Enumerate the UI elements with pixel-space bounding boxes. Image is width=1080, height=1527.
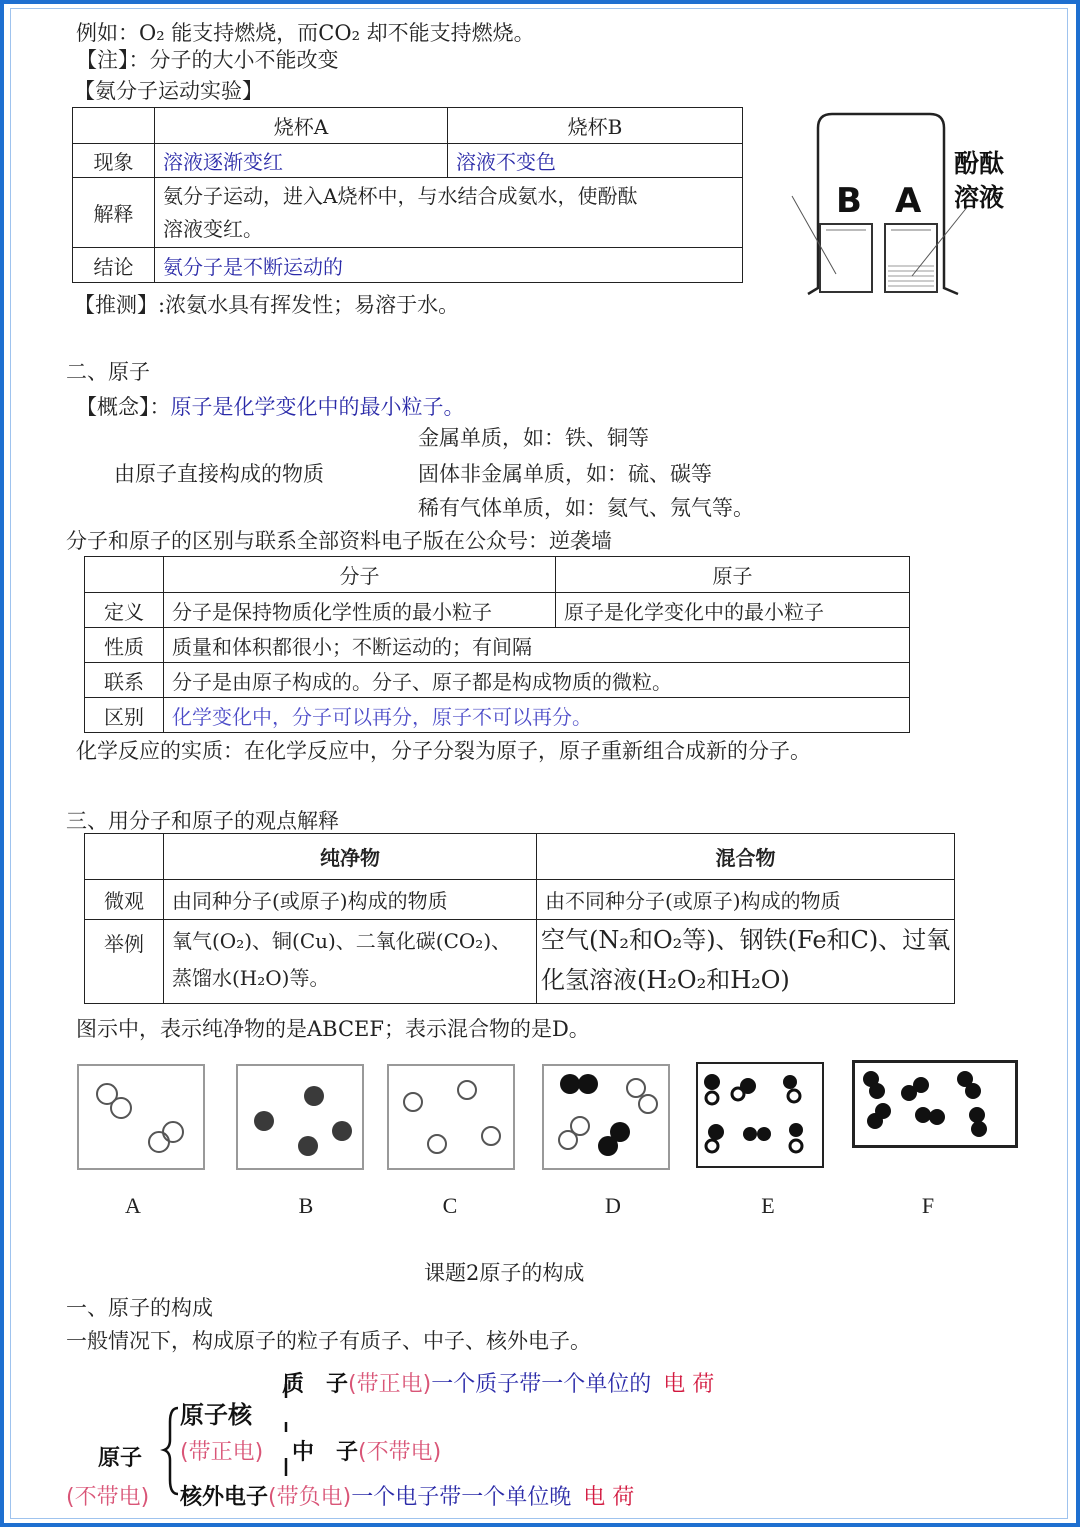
direct-item-metal: 金属单质，如：铁、铜等: [418, 426, 649, 450]
concept-text: 原子是化学变化中的最小粒子。: [170, 395, 465, 419]
panel-label-a: A: [125, 1193, 141, 1218]
beaker-label-b: B: [836, 181, 862, 221]
electron-charge: (带负电): [268, 1485, 352, 1510]
beaker-b-shape: [820, 224, 872, 292]
electron-desc: 一个电子带一个单位晚: [351, 1485, 572, 1510]
conclusion-text: 氨分子是不断运动的: [155, 248, 743, 283]
atom-charge: [66, 1485, 149, 1511]
row-label-phenomenon: 现象: [73, 144, 155, 178]
experiment-table: [72, 107, 743, 283]
compare-property: 质量和体积都很小；不断运动的；有间隔: [164, 628, 910, 663]
panel-b: [236, 1064, 364, 1170]
atom-charge-text: (不带电): [66, 1485, 150, 1510]
neutron-line: [292, 1440, 441, 1466]
reaction-essence: 化学反应的实质：在化学反应中，分子分裂为原子，原子重新组合成新的分子。: [76, 739, 811, 763]
inference-line: 【推测】:浓氨水具有挥发性；易溶于水。: [74, 293, 460, 317]
panel-e: [696, 1062, 824, 1168]
molecule-atom-table: [84, 556, 910, 733]
panel-d-particles: [544, 1066, 668, 1168]
figure-caption: 图示中，表示纯净物的是ABCEF；表示混合物的是D。: [76, 1017, 590, 1041]
atom-label: 原子: [98, 1446, 143, 1471]
compare-header-atom: 原子: [556, 557, 910, 593]
compare-label-difference: 区别: [85, 698, 164, 733]
proton-desc: 一个质子带一个单位的: [431, 1372, 652, 1397]
panel-f: [852, 1060, 1018, 1148]
pm-label-example: 举例: [85, 920, 164, 1004]
explain-line-2: 溶液变红。: [163, 216, 263, 241]
pointer-line-b: [792, 196, 836, 274]
pm-example-pure-cell: [164, 920, 537, 1004]
panel-c: [387, 1064, 515, 1170]
compare-label-definition: 定义: [85, 593, 164, 628]
neutron-name: 中 子: [292, 1440, 359, 1465]
bell-jar: [808, 114, 958, 294]
proton-line: [282, 1372, 714, 1398]
panel-label-d: D: [605, 1193, 621, 1218]
pm-header-pure: 纯净物: [164, 834, 537, 880]
neutron-charge: (不带电): [358, 1440, 442, 1465]
panel-label-c: C: [442, 1193, 458, 1218]
panel-d: [542, 1064, 670, 1170]
row-label-conclusion: 结论: [73, 248, 155, 283]
nucleus-label: 原子核: [180, 1401, 252, 1429]
structure-intro: 一般情况下，构成原子的粒子有质子、中子、核外电子。: [66, 1329, 591, 1353]
compare-header-molecule: 分子: [164, 557, 556, 593]
outer-brace: [164, 1408, 178, 1494]
compare-difference: 化学变化中，分子可以再分，原子不可以再分。: [164, 698, 910, 733]
panel-label-f: F: [921, 1193, 935, 1218]
phenomenon-a: 溶液逐渐变红: [155, 144, 448, 178]
panel-a-particles: [79, 1066, 203, 1168]
table-header-beaker-b: 烧杯B: [448, 108, 743, 144]
nucleus-charge-text: (带正电): [180, 1440, 264, 1465]
proton-name: 质 子: [282, 1372, 349, 1397]
table-header-beaker-a: 烧杯A: [155, 108, 448, 144]
note-line: 【注】：分子的大小不能改变: [76, 48, 339, 72]
explain-heading: 三、用分子和原子的观点解释: [66, 809, 339, 833]
panel-e-particles: [698, 1064, 822, 1166]
pure-mixture-table: [84, 833, 955, 1004]
pm-micro-pure: 由同种分子(或原子)构成的物质: [164, 880, 537, 920]
side-label-solution: 溶液: [954, 183, 1005, 212]
pm-example-pure-line-1: 氧气(O₂)、铜(Cu)、二氧化碳(CO₂)、: [172, 929, 512, 953]
side-label-phenolphthalein: 酚酞: [954, 149, 1005, 178]
compare-header-empty: [85, 557, 164, 593]
beaker-a-liquid: [888, 266, 934, 286]
proton-tail: 电 荷: [663, 1372, 715, 1397]
compare-link: 分子是由原子构成的。分子、原子都是构成物质的微粒。: [164, 663, 910, 698]
experiment-title: 【氨分子运动实验】: [74, 79, 263, 103]
example-line: 例如：O₂ 能支持燃烧，而CO₂ 却不能支持燃烧。: [76, 21, 535, 45]
concept-line: [76, 394, 465, 420]
pm-example-mixture-line-1: 空气(N₂和O₂等)、钢铁(Fe和C)、过氧: [541, 926, 951, 954]
pm-example-mixture-line-2: 化氢溶液(H₂O₂和H₂O): [541, 966, 790, 994]
pm-header-mixture: 混合物: [537, 834, 955, 880]
panel-label-b: B: [298, 1193, 314, 1218]
table-header-empty: [73, 108, 155, 144]
lesson-title: 课题2原子的构成: [424, 1261, 585, 1285]
beaker-a-shape: [885, 224, 937, 292]
panel-c-particles: [389, 1066, 513, 1168]
atom-heading: 二、原子: [66, 360, 150, 384]
structure-braces: [160, 1370, 300, 1520]
explain-line-1: 氨分子运动，进入A烧杯中，与水结合成氨水，使酚酞: [163, 183, 638, 208]
electron-name: 核外电子: [180, 1485, 269, 1510]
explain-cell: [155, 178, 743, 248]
pm-header-empty: [85, 834, 164, 880]
row-label-explain: 解释: [73, 178, 155, 248]
pm-label-micro: 微观: [85, 880, 164, 920]
panel-f-particles: [855, 1063, 1015, 1145]
panel-label-e: E: [761, 1193, 775, 1218]
compare-label-property: 性质: [85, 628, 164, 663]
proton-charge: (带正电): [348, 1372, 432, 1397]
compare-label-link: 联系: [85, 663, 164, 698]
panel-a: [77, 1064, 205, 1170]
direct-item-noble-gas: 稀有气体单质，如：氦气、氖气等。: [418, 496, 754, 520]
beaker-label-a: A: [895, 181, 922, 221]
electron-tail: 电 荷: [583, 1485, 635, 1510]
pm-example-mixture-cell: [537, 920, 955, 1004]
pm-micro-mixture: 由不同种分子(或原子)构成的物质: [537, 880, 955, 920]
direct-item-nonmetal: 固体非金属单质，如：硫、碳等: [418, 462, 712, 486]
compare-def-atom: 原子是化学变化中的最小粒子: [556, 593, 910, 628]
difference-intro: 分子和原子的区别与联系全部资料电子版在公众号：逆袭墙: [66, 529, 612, 553]
phenomenon-b: 溶液不变色: [448, 144, 743, 178]
panel-b-particles: [238, 1066, 362, 1168]
concept-prefix: 【概念】：: [76, 395, 171, 419]
beaker-figure: [790, 106, 1030, 306]
structure-heading: 一、原子的构成: [66, 1296, 213, 1320]
direct-label: 由原子直接构成的物质: [114, 462, 324, 486]
pm-example-pure-line-2: 蒸馏水(H₂O)等。: [172, 966, 330, 990]
compare-def-molecule: 分子是保持物质化学性质的最小粒子: [164, 593, 556, 628]
